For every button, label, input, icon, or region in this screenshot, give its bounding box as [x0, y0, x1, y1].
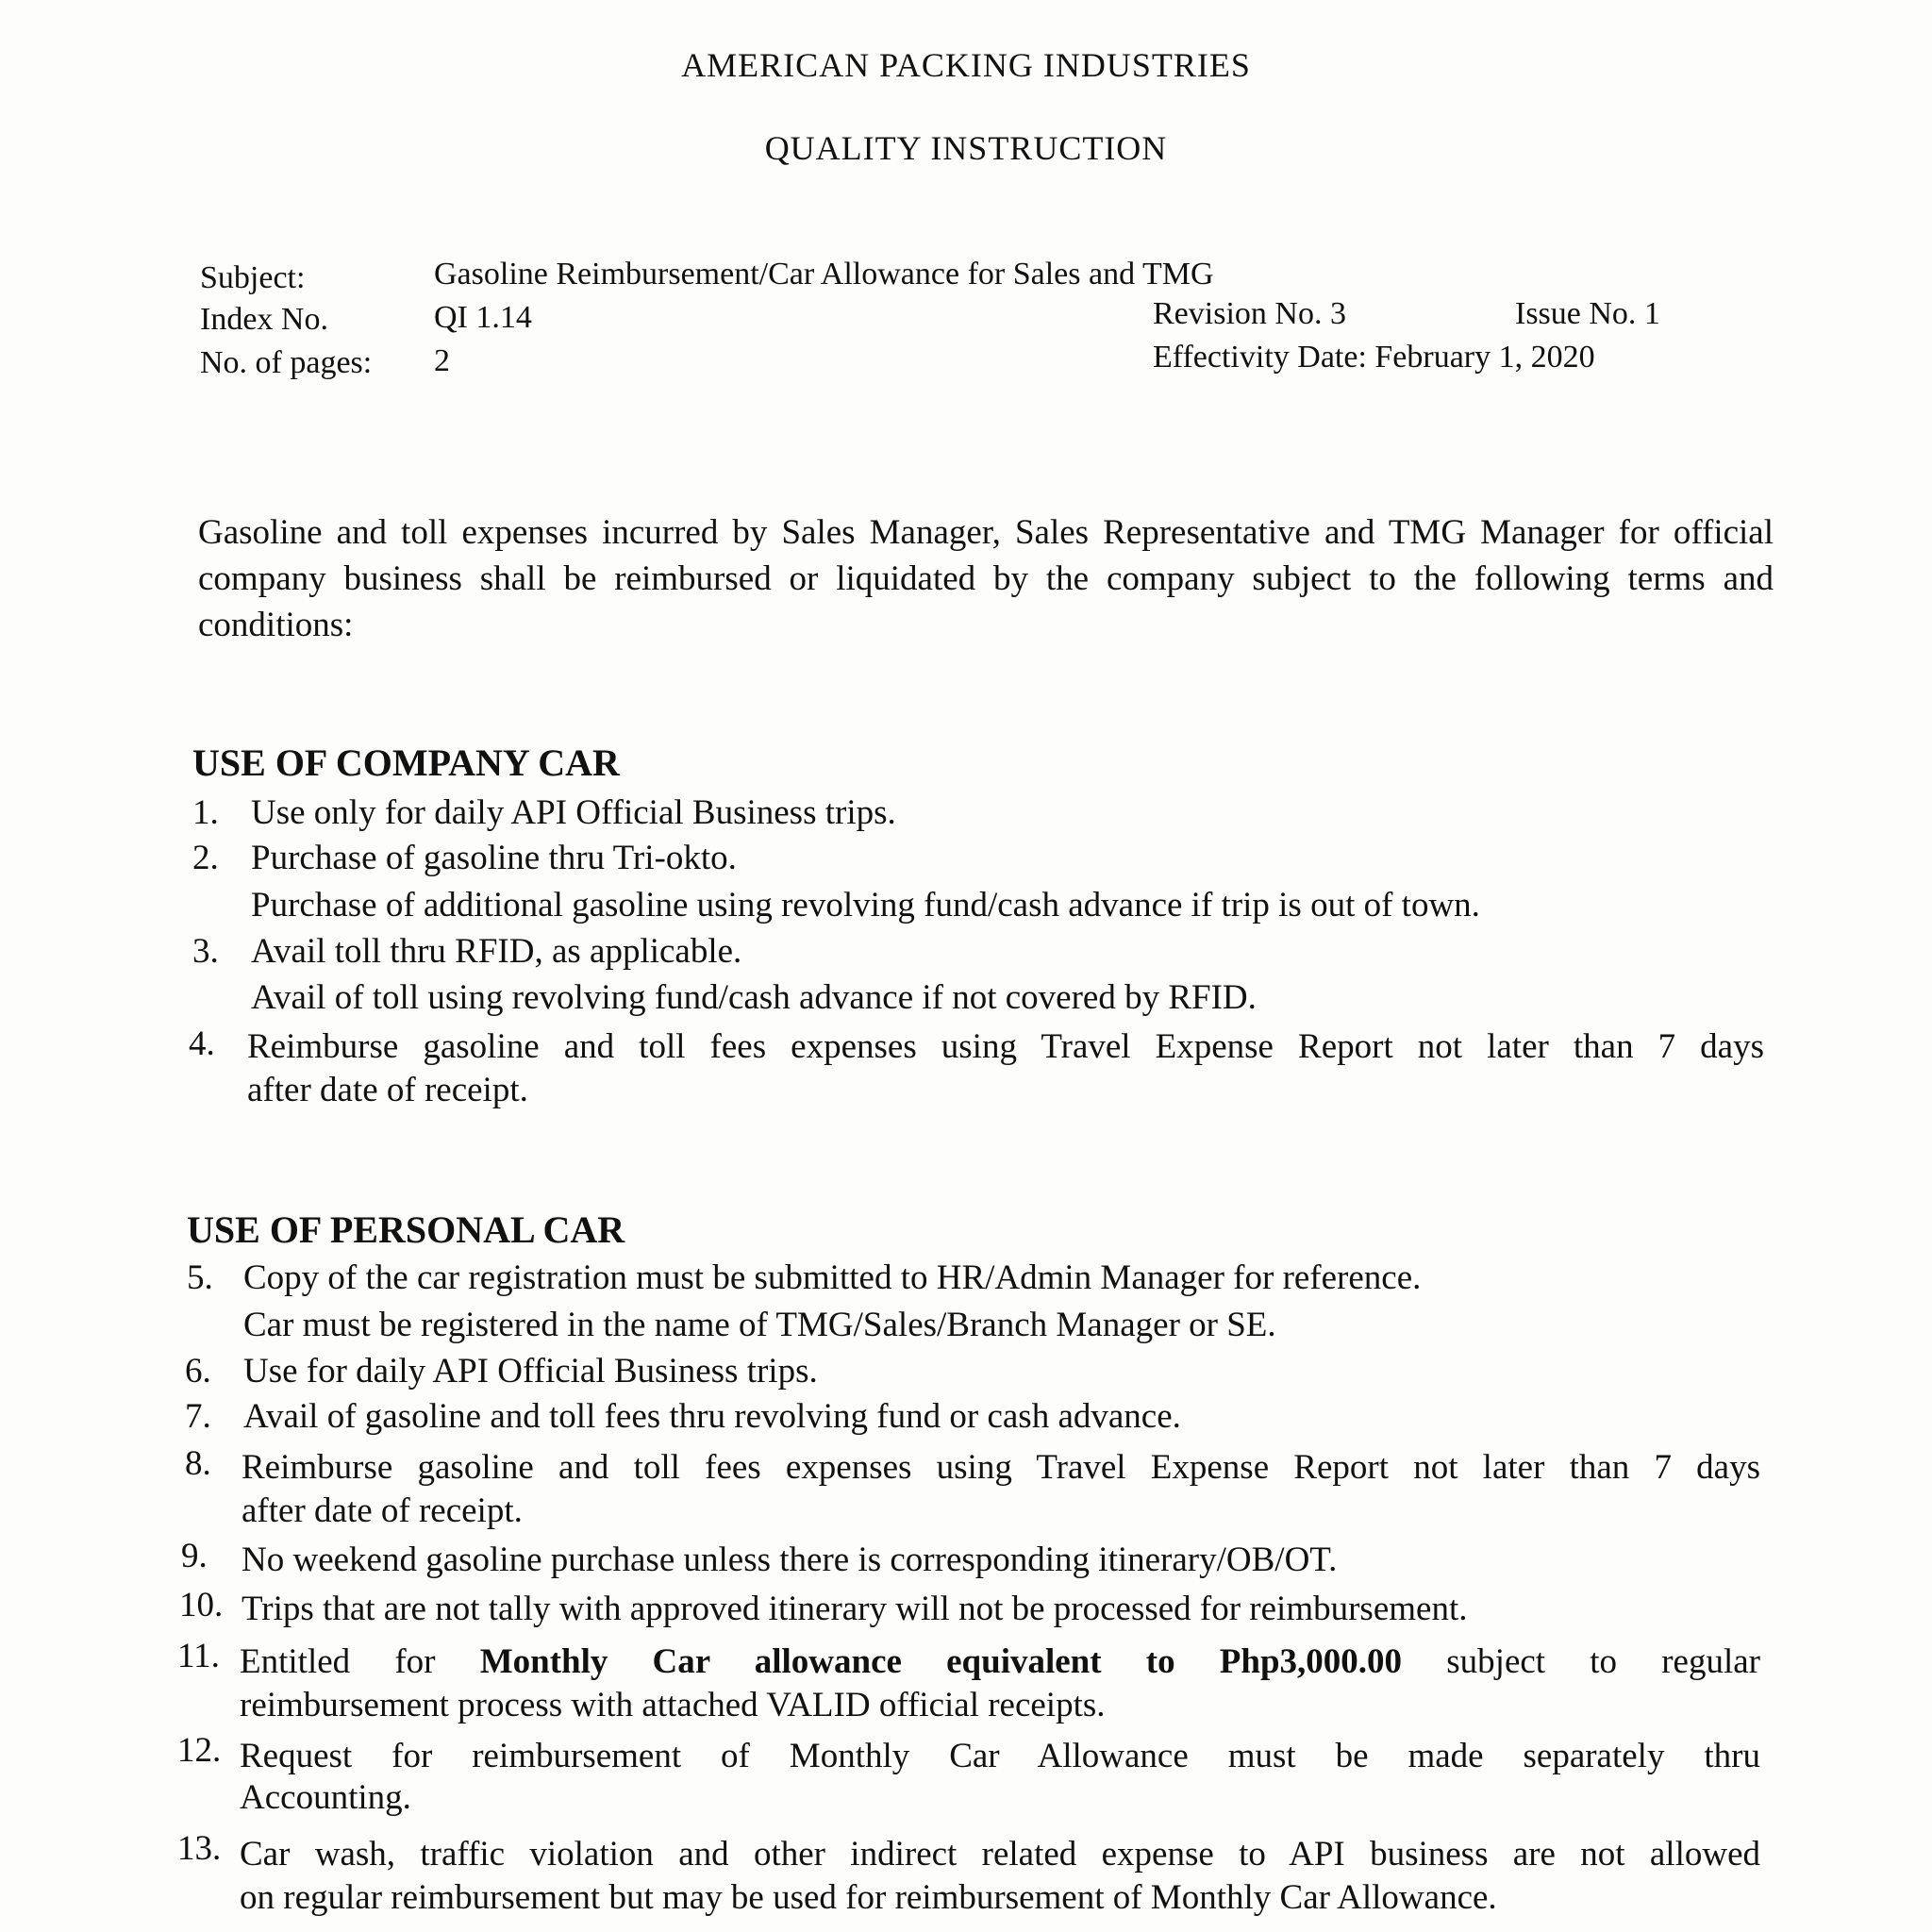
item-text-bold: Monthly Car allowance equivalent to Php3,000.00 [479, 1642, 1403, 1681]
pages-label: No. of pages: [200, 345, 373, 380]
item-text: No weekend gasoline purchase unless there is corresponding itinerary/OB/OT. [242, 1541, 1338, 1579]
item-text: Trips that are not tally with approved itinerary will not be processed for reimbursement. [242, 1590, 1468, 1628]
item-number: 1. [192, 793, 219, 832]
item-text: Avail of toll using revolving fund/cash advance if not covered by RFID. [251, 978, 1257, 1017]
subject-label: Subject: [200, 260, 306, 295]
item-number: 10. [179, 1586, 224, 1624]
item-text: Request for reimbursement of Monthly Car Allowance must be made separately thru [240, 1737, 1760, 1775]
index-value: QI 1.14 [434, 300, 532, 335]
item-number: 3. [192, 932, 219, 971]
item-text [240, 1641, 1760, 1682]
item-text-lead: Entitled for [240, 1642, 436, 1681]
item-text: Accounting. [240, 1778, 411, 1817]
item-number: 12. [177, 1731, 222, 1770]
item-text: Use for daily API Official Business trips. [243, 1352, 818, 1391]
item-text: Purchase of gasoline thru Tri-okto. [251, 839, 737, 877]
item-number: 2. [192, 839, 219, 877]
section-heading-company-car: USE OF COMPANY CAR [192, 741, 620, 784]
item-number: 7. [185, 1397, 211, 1436]
issue-number: Issue No. 1 [1515, 296, 1660, 331]
item-number: 13. [177, 1829, 222, 1868]
item-number: 4. [189, 1024, 215, 1063]
item-text: Reimburse gasoline and toll fees expenses using Travel Expense Report not later than 7 days [247, 1027, 1764, 1066]
item-text: Car wash, traffic violation and other indirect related expense to API business are not allowed [240, 1835, 1760, 1874]
item-text: Reimburse gasoline and toll fees expenses using Travel Expense Report not later than 7 days [242, 1448, 1760, 1487]
item-text: Avail toll thru RFID, as applicable. [251, 932, 742, 971]
section-heading-personal-car: USE OF PERSONAL CAR [187, 1208, 625, 1251]
item-text: Purchase of additional gasoline using revolving fund/cash advance if trip is out of town. [251, 886, 1480, 924]
item-text: Car must be registered in the name of TMG/Sales/Branch Manager or SE. [243, 1306, 1276, 1344]
item-text-tail: subject to regular [1446, 1642, 1761, 1681]
subject-value: Gasoline Reimbursement/Car Allowance for Sales and TMG [434, 257, 1214, 291]
item-number: 9. [181, 1537, 208, 1575]
document-type-title: QUALITY INSTRUCTION [764, 129, 1168, 167]
item-text: after date of receipt. [247, 1071, 528, 1109]
item-text: Copy of the car registration must be submitted to HR/Admin Manager for reference. [243, 1258, 1422, 1297]
item-text: Avail of gasoline and toll fees thru revolving fund or cash advance. [243, 1397, 1181, 1436]
company-name: AMERICAN PACKING INDUSTRIES [681, 46, 1251, 84]
item-text: Use only for daily API Official Business trips. [251, 793, 896, 832]
effectivity-date: Effectivity Date: February 1, 2020 [1153, 340, 1595, 375]
item-text: after date of receipt. [242, 1491, 523, 1530]
intro-paragraph: Gasoline and toll expenses incurred by Sales Manager, Sales Representative and TMG Manager for official company business shall be reimbursed or liquidated by the company subject to the following terms and conditions: [198, 513, 1774, 644]
pages-value: 2 [434, 343, 450, 378]
item-number: 11. [177, 1637, 220, 1675]
item-number: 5. [187, 1258, 213, 1297]
item-number: 6. [185, 1352, 211, 1391]
item-text: reimbursement process with attached VALID official receipts. [240, 1686, 1106, 1724]
item-text: on regular reimbursement but may be used for reimbursement of Monthly Car Allowance. [240, 1878, 1497, 1917]
index-label: Index No. [200, 302, 328, 337]
revision-number: Revision No. 3 [1153, 296, 1346, 331]
item-number: 8. [185, 1444, 211, 1483]
